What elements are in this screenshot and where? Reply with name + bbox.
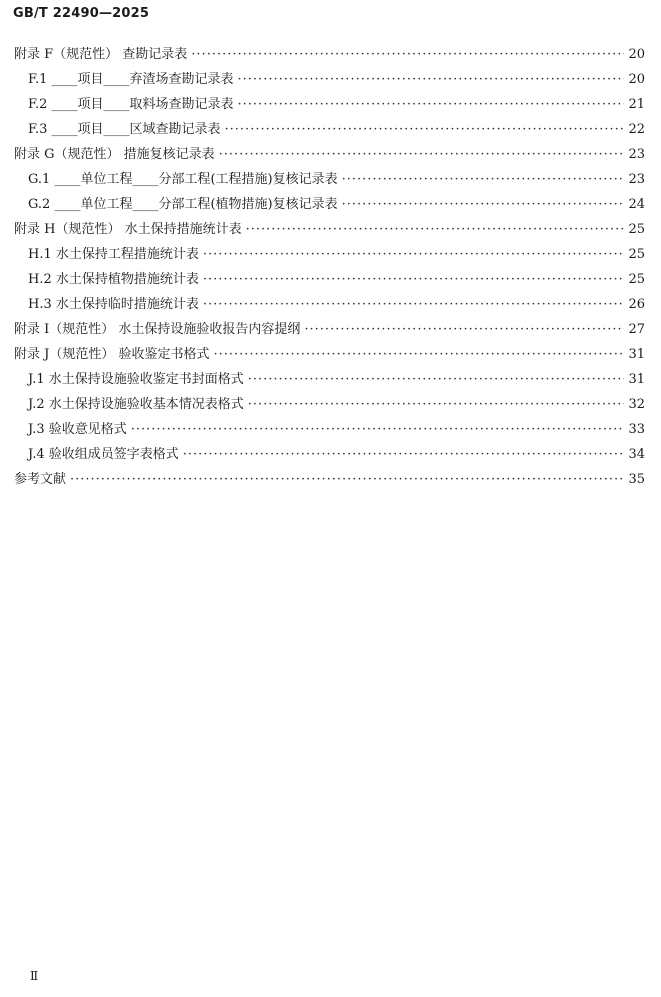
toc-entry-title: 附录 H（规范性） 水土保持措施统计表 (14, 222, 242, 237)
toc-entry-page: 31 (628, 347, 645, 362)
toc-leader-dots (238, 92, 625, 117)
toc-entry-title: 附录 G（规范性） 措施复核记录表 (14, 147, 215, 162)
toc-entry-page: 25 (628, 272, 645, 287)
toc-entry-j2[interactable] (14, 392, 645, 417)
toc-leader-dots (248, 367, 625, 392)
toc-entry-f3[interactable] (14, 117, 645, 142)
toc-leader-dots (246, 217, 625, 242)
toc-entry-title: J.2 水土保持设施验收基本情况表格式 (28, 397, 244, 412)
toc-leader-dots (304, 317, 624, 342)
toc-entry-references[interactable] (14, 467, 645, 492)
toc-entry-page: 24 (628, 197, 645, 212)
toc-leader-dots (238, 67, 625, 92)
toc-leader-dots (219, 142, 625, 167)
toc-entry-appendix-j[interactable] (14, 342, 645, 367)
toc-entry-j1[interactable] (14, 367, 645, 392)
toc-entry-title: G.1 ____单位工程____分部工程(工程措施)复核记录表 (28, 172, 338, 187)
toc-entry-page: 22 (628, 122, 645, 137)
toc-entry-page: 23 (628, 147, 645, 162)
toc-entry-appendix-h[interactable] (14, 217, 645, 242)
toc-entry-appendix-f[interactable] (14, 42, 645, 67)
toc-entry-title: F.1 ____项目____弃渣场查勘记录表 (28, 72, 234, 87)
toc-leader-dots (225, 117, 625, 142)
toc-entry-page: 25 (628, 247, 645, 262)
toc-entry-g2[interactable] (14, 192, 645, 217)
toc-entry-page: 27 (628, 322, 645, 337)
toc-entry-appendix-i[interactable] (14, 317, 645, 342)
toc-entry-page: 21 (628, 97, 645, 112)
toc-entry-page: 33 (628, 422, 645, 437)
toc-leader-dots (70, 467, 624, 492)
toc-leader-dots (342, 167, 625, 192)
toc-entry-f2[interactable] (14, 92, 645, 117)
toc-leader-dots (248, 392, 625, 417)
toc-entry-g1[interactable] (14, 167, 645, 192)
toc-entry-appendix-g[interactable] (14, 142, 645, 167)
toc-entry-page: 26 (628, 297, 645, 312)
toc-leader-dots (342, 192, 625, 217)
toc-entry-h2[interactable] (14, 267, 645, 292)
toc-entry-title: F.3 ____项目____区域查勘记录表 (28, 122, 221, 137)
toc-leader-dots (131, 417, 625, 442)
toc-entry-title: 参考文献 (14, 472, 67, 487)
toc-entry-title: H.1 水土保持工程措施统计表 (28, 247, 199, 262)
toc-leader-dots (203, 242, 625, 267)
toc-entry-h3[interactable] (14, 292, 645, 317)
toc-entry-title: 附录 I（规范性） 水土保持设施验收报告内容提纲 (14, 322, 301, 337)
toc-entry-title: 附录 J（规范性） 验收鉴定书格式 (14, 347, 210, 362)
toc-entry-title: H.3 水土保持临时措施统计表 (28, 297, 199, 312)
toc-leader-dots (203, 292, 625, 317)
toc-entry-j3[interactable] (14, 417, 645, 442)
toc-entry-title: J.3 验收意见格式 (28, 422, 127, 437)
toc-leader-dots (213, 342, 624, 367)
toc-entry-page: 34 (628, 447, 645, 462)
page-number: Ⅱ (30, 969, 39, 983)
toc-entry-title: F.2 ____项目____取料场查勘记录表 (28, 97, 234, 112)
toc-entry-page: 20 (628, 72, 645, 87)
toc-leader-dots (203, 267, 625, 292)
toc-entry-page: 23 (628, 172, 645, 187)
toc-entry-title: J.1 水土保持设施验收鉴定书封面格式 (28, 372, 244, 387)
standard-code-header: GB/T 22490—2025 (13, 6, 150, 21)
toc-entry-title: 附录 F（规范性） 查勘记录表 (14, 47, 188, 62)
toc-entry-page: 35 (628, 472, 645, 487)
toc-entry-j4[interactable] (14, 442, 645, 467)
toc-leader-dots (191, 42, 624, 67)
toc-entry-title: G.2 ____单位工程____分部工程(植物措施)复核记录表 (28, 197, 338, 212)
toc-entry-page: 31 (628, 372, 645, 387)
toc-entry-page: 25 (628, 222, 645, 237)
toc-entry-title: J.4 验收组成员签字表格式 (28, 447, 179, 462)
toc-leader-dots (183, 442, 625, 467)
toc-entry-page: 20 (628, 47, 645, 62)
toc-entry-title: H.2 水土保持植物措施统计表 (28, 272, 199, 287)
table-of-contents (14, 42, 645, 492)
toc-entry-f1[interactable] (14, 67, 645, 92)
toc-entry-page: 32 (628, 397, 645, 412)
toc-entry-h1[interactable] (14, 242, 645, 267)
